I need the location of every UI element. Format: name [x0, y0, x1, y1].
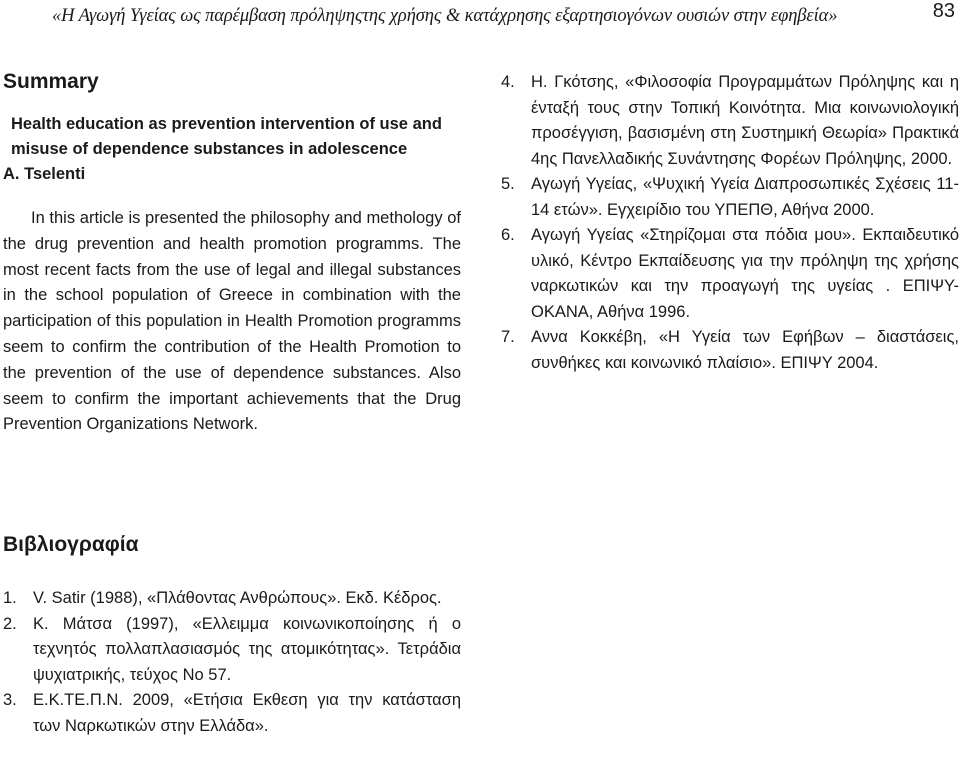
- summary-title-line-2: misuse of dependence substances in adolescence: [11, 140, 408, 158]
- reference-item: [501, 223, 959, 325]
- reference-number: 6.: [501, 226, 515, 244]
- running-header: «Η Αγωγή Υγείας ως παρέμβαση πρόληψηςτης χρήσης & κατάχρησης εξαρτησιογόνων ουσιών στην εφηβεία»: [52, 6, 838, 26]
- bibliography-list-right: [501, 70, 959, 376]
- reference-number: 2.: [3, 614, 17, 633]
- summary-body: In this article is presented the philosophy and methology of the drug prevention and health promotion programms. The most recent facts from the use of legal and illegal substances in the school population of Greece in combination with the participation of this population in Health Promotion programms seem to confirm the contribution of the Health Promotion to the prevention of the use of dependence substances. Also seem to confirm the important achievements that the Drug Prevention Organizations Network.: [3, 209, 461, 434]
- reference-number: 3.: [3, 691, 17, 709]
- reference-number: 5.: [501, 175, 515, 193]
- reference-item: [501, 325, 959, 376]
- reference-item: [3, 586, 461, 612]
- reference-item: [3, 612, 461, 689]
- reference-text: Αγωγή Υγείας «Στηρίζομαι στα πόδια μου». Εκπαιδευτικό υλικό, Κέντρο Εκπαίδευσης για την πρόληψη της χρήσης ναρκωτικών και την προαγωγή της υγείας . ΕΠΙΨΥ-ΟΚΑΝΑ, Αθήνα 1996.: [531, 226, 959, 321]
- reference-item: [3, 688, 461, 739]
- reference-text: Αννα Κοκκέβη, «Η Υγεία των Εφήβων – διαστάσεις, συνθήκες και κοινωνικό πλαίσιο». ΕΠΙΨΥ 2004.: [531, 328, 959, 372]
- summary-author: A. Tselenti: [3, 165, 86, 183]
- reference-text: Αγωγή Υγείας, «Ψυχική Υγεία Διαπροσωπικές Σχέσεις 11-14 ετών». Εγχειρίδιο του ΥΠΕΠΘ, Αθήνα 2000.: [531, 175, 959, 219]
- reference-text: Ε.Κ.ΤΕ.Π.Ν. 2009, «Ετήσια Εκθεση για την κατάσταση των Ναρκωτικών στην Ελλάδα».: [33, 691, 461, 735]
- reference-number: 7.: [501, 328, 515, 346]
- reference-item: [501, 172, 959, 223]
- reference-number: 4.: [501, 73, 515, 91]
- bibliography-heading: Βιβλιογραφία: [3, 533, 139, 556]
- reference-item: [501, 70, 959, 172]
- bibliography-list-left: [3, 586, 461, 739]
- summary-title-line-1: Health education as prevention intervention of use and: [11, 115, 442, 133]
- reference-text: Κ. Μάτσα (1997), «Ελλειμμα κοινωνικοποίησης ή ο τεχνητός πολλαπλασιασμός της ατομικότητας». Τετράδια ψυχιατρικής, τεύχος Νο 57.: [33, 614, 461, 684]
- reference-number: 1.: [3, 589, 17, 607]
- summary-heading: Summary: [3, 70, 99, 93]
- page-number: 83: [932, 0, 955, 22]
- reference-text: V. Satir (1988), «Πλάθοντας Ανθρώπους». Εκδ. Κέδρος.: [33, 589, 442, 607]
- reference-text: Η. Γκότσης, «Φιλοσοφία Προγραμμάτων Πρόληψης και η ένταξή τους στην Τοπική Κοινότητα. Μια κοινωνιολογική προσέγγιση, βασισμένη στη Συστημική Θεωρία» Πρακτικά 4ης Πανελλαδικής Συνάντησης Φορέων Πρόληψης, 2000.: [531, 73, 959, 168]
- summary-section: [3, 68, 461, 438]
